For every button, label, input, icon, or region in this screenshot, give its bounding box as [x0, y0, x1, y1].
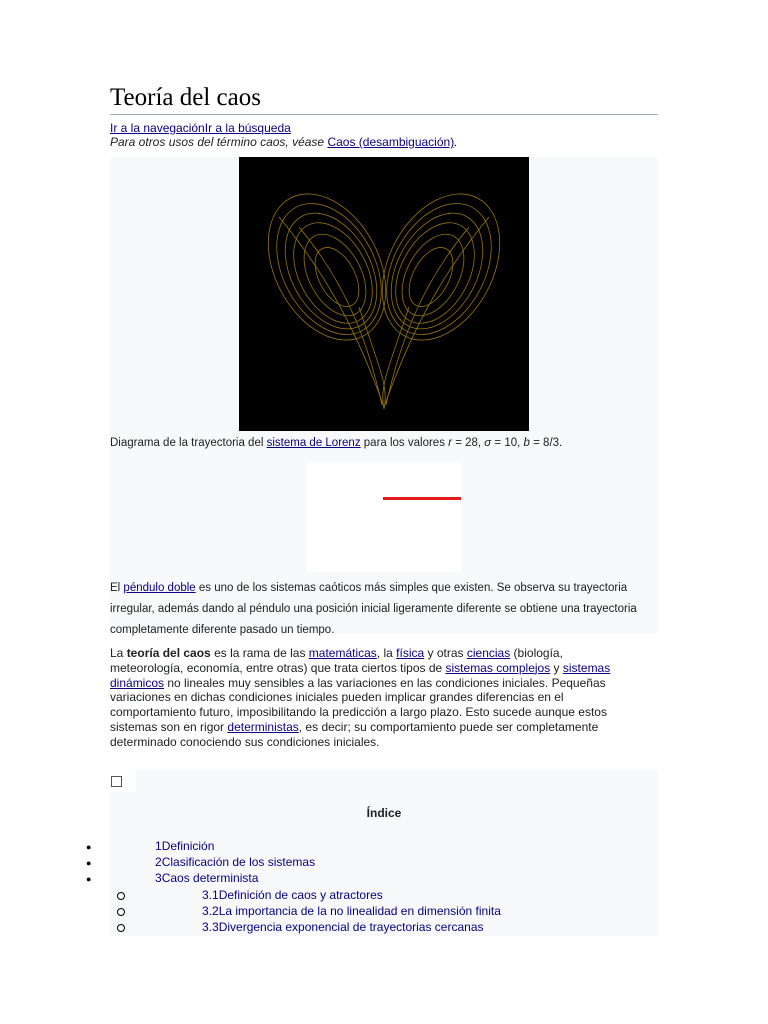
- toc-label: Definición: [161, 839, 215, 853]
- dynamical-systems-link[interactable]: sistemas dinámicos: [110, 660, 611, 690]
- pendulum-caption: [110, 578, 658, 641]
- bullet-icon: ●: [86, 874, 92, 884]
- hatnote: [110, 135, 458, 149]
- double-pendulum-image[interactable]: [307, 462, 461, 572]
- toc-subitem[interactable]: [202, 888, 383, 902]
- toc-num: 3.1: [202, 888, 219, 902]
- toc-label: La importancia de la no linealidad en dimensión finita: [218, 904, 501, 918]
- toc-subitem[interactable]: [202, 920, 484, 934]
- lorenz-caption: [110, 437, 562, 449]
- bullet-icon: ●: [86, 842, 92, 852]
- text: es la rama de las: [210, 646, 309, 660]
- sciences-link[interactable]: ciencias: [466, 646, 511, 660]
- toc-subitem[interactable]: [202, 904, 501, 918]
- toc-label: Caos determinista: [161, 871, 259, 885]
- text: (biología, meteorología, economía, entre otras) que trata ciertos tipos de: [110, 646, 563, 675]
- toc-item[interactable]: [155, 855, 315, 869]
- caption-text: para los valores: [360, 437, 449, 449]
- toc-num: 3: [155, 871, 162, 885]
- toc-label: Divergencia exponencial de trayectorias cercanas: [218, 920, 484, 934]
- jump-links: [110, 121, 291, 135]
- value-b: = 8/3.: [529, 437, 563, 449]
- var-b: b: [523, 437, 530, 449]
- var-sigma: σ: [484, 437, 492, 449]
- lorenz-attractor-image[interactable]: [239, 157, 529, 431]
- intro-paragraph: [110, 646, 630, 750]
- caption-text: es uno de los sistemas caóticos más simples que existen. Se observa su trayectoria irregular, además dando al péndulo una posición inicial ligeramente diferente se obtiene una trayectoria completamente diferente pasado un tiempo.: [110, 582, 637, 636]
- text: , la: [376, 646, 397, 660]
- jump-to-search-link[interactable]: Ir a la búsqueda: [204, 121, 291, 135]
- mathematics-link[interactable]: matemáticas: [308, 646, 377, 660]
- lorenz-attractor-svg: [239, 157, 529, 431]
- hatnote-text: Para otros usos del término caos, véase: [110, 135, 328, 149]
- complex-systems-link[interactable]: sistemas complejos: [445, 660, 551, 675]
- deterministic-link[interactable]: deterministas: [227, 719, 299, 734]
- toc-num: 3.3: [202, 920, 219, 934]
- disambiguation-link[interactable]: Caos (desambiguación): [327, 135, 455, 149]
- double-pendulum-link[interactable]: péndulo doble: [123, 582, 196, 594]
- text: , es decir; su comportamiento puede ser completamente determinado conociendo sus condiciones iniciales.: [110, 719, 599, 749]
- toc-toggle[interactable]: [110, 770, 136, 792]
- physics-link[interactable]: física: [396, 646, 425, 660]
- hatnote-suffix: .: [454, 135, 458, 149]
- pendulum-arm: [383, 497, 461, 500]
- text: y otras: [424, 646, 467, 660]
- circle-bullet-icon: [117, 908, 125, 916]
- toc-label: Clasificación de los sistemas: [161, 855, 316, 869]
- jump-to-navigation-link[interactable]: Ir a la navegación: [110, 121, 205, 135]
- checkbox-icon: [111, 776, 122, 787]
- toc-item[interactable]: [155, 839, 214, 853]
- toc-item[interactable]: [155, 871, 258, 885]
- text: no lineales muy sensibles a las variaciones en las condiciones iniciales. Pequeñas variaciones en dichas condiciones iniciales pueden implicar grandes diferencias en el comportamiento futuro, imposibilitando la predicción a largo plazo. Esto sucede aunque estos sistemas son en rigor: [110, 675, 607, 734]
- toc-title: Índice: [366, 806, 402, 820]
- toc-num: 1: [155, 839, 162, 853]
- circle-bullet-icon: [117, 892, 125, 900]
- bold-term: teoría del caos: [126, 646, 211, 660]
- caption-text: Diagrama de la trayectoria del: [110, 437, 267, 449]
- lorenz-system-link[interactable]: sistema de Lorenz: [266, 437, 361, 449]
- bullet-icon: ●: [86, 858, 92, 868]
- text: La: [110, 646, 127, 660]
- text: y: [550, 660, 563, 675]
- toc-num: 2: [155, 855, 162, 869]
- toc-num: 3.2: [202, 904, 219, 918]
- toc-label: Definición de caos y atractores: [218, 888, 383, 902]
- page-title: Teoría del caos: [110, 84, 658, 115]
- value-sigma: = 10,: [491, 437, 524, 449]
- var-r: r: [448, 437, 452, 449]
- circle-bullet-icon: [117, 924, 125, 932]
- caption-text: El: [110, 582, 124, 594]
- value-r: = 28,: [452, 437, 485, 449]
